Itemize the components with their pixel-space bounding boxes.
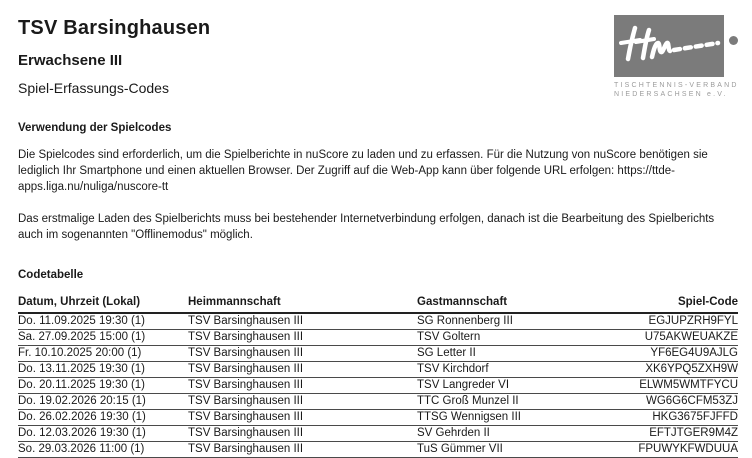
ttvn-logo-caption [614, 81, 738, 99]
spiel-code-cell: EGJUPZRH9FYL [622, 313, 738, 330]
guest-team-cell: TTSG Wennigsen III [417, 410, 622, 426]
home-team-cell: TSV Barsinghausen III [188, 442, 417, 458]
document-type: Spiel-Erfassungs-Codes [18, 80, 169, 96]
spiel-code-cell: ELWM5WMTFYCU [622, 378, 738, 394]
usage-paragraph-2: Das erstmalige Laden des Spielberichts muss bei bestehender Internetverbindung erfolgen, danach ist die Bearbeitung des Spielberichts auch im sogenannten "Offlinemodus" möglich. [18, 213, 715, 241]
match-date-cell: Do. 13.11.2025 19:30 (1) [18, 362, 188, 378]
match-date-cell: Sa. 27.09.2025 15:00 (1) [18, 330, 188, 346]
table-row [18, 442, 738, 458]
table-row [18, 330, 738, 346]
table-row [18, 394, 738, 410]
code-table-header [18, 295, 738, 313]
usage-paragraph-1: Die Spielcodes sind erforderlich, um die Spielberichte in nuScore zu laden und zu erfassen. Für die Nutzung von nuScore benötigen sie lediglich Ihr Smartphone und einen aktuellen Browser. Der Zugriff auf die Web-App kann über folgende URL erfolgen: https://ttde-apps.liga.nu/nuliga/nuscore-tt [18, 149, 708, 193]
guest-team-cell: SG Letter II [417, 346, 622, 362]
ttvn-logo [614, 15, 738, 99]
column-header-guest: Gastmannschaft [417, 295, 622, 313]
match-date-cell: Do. 12.03.2026 19:30 (1) [18, 426, 188, 442]
table-row [18, 313, 738, 330]
guest-team-cell: TSV Langreder VI [417, 378, 622, 394]
ttvn-caption-line2: NIEDERSACHSEN e.V. [614, 91, 728, 98]
match-date-cell: So. 29.03.2026 11:00 (1) [18, 442, 188, 458]
codetable-heading: Codetabelle [18, 269, 84, 281]
spiel-code-cell: WG6G6CFM53ZJ [622, 394, 738, 410]
table-row [18, 426, 738, 442]
ttvn-caption-line1: TISCHTENNIS-VERBAND [614, 82, 739, 89]
home-team-cell: TSV Barsinghausen III [188, 394, 417, 410]
team-subtitle: Erwachsene III [18, 52, 123, 69]
spiel-code-cell: U75AKWEUAKZE [622, 330, 738, 346]
match-date-cell: Do. 20.11.2025 19:30 (1) [18, 378, 188, 394]
column-header-home: Heimmannschaft [188, 295, 417, 313]
match-date-cell: Fr. 10.10.2025 20:00 (1) [18, 346, 188, 362]
guest-team-cell: TTC Groß Munzel II [417, 394, 622, 410]
column-header-date: Datum, Uhrzeit (Lokal) [18, 295, 188, 313]
home-team-cell: TSV Barsinghausen III [188, 330, 417, 346]
match-date-cell: Do. 11.09.2025 19:30 (1) [18, 313, 188, 330]
ttvn-logo-dot-icon [729, 36, 738, 45]
spiel-code-cell: FPUWYKFWDUUA [622, 442, 738, 458]
home-team-cell: TSV Barsinghausen III [188, 313, 417, 330]
spiel-code-cell: XK6YPQ5ZXH9W [622, 362, 738, 378]
spiel-code-cell: EFTJTGER9M4Z [622, 426, 738, 442]
home-team-cell: TSV Barsinghausen III [188, 346, 417, 362]
ttvn-logo-mark [614, 15, 724, 77]
spiel-code-cell: YF6EG4U9AJLG [622, 346, 738, 362]
table-row [18, 378, 738, 394]
home-team-cell: TSV Barsinghausen III [188, 426, 417, 442]
home-team-cell: TSV Barsinghausen III [188, 410, 417, 426]
code-table [18, 295, 738, 458]
table-row [18, 346, 738, 362]
table-row [18, 410, 738, 426]
table-row [18, 362, 738, 378]
usage-heading: Verwendung der Spielcodes [18, 122, 172, 134]
ttvn-script-icon [614, 15, 724, 77]
club-title: TSV Barsinghausen [18, 17, 211, 39]
match-date-cell: Do. 26.02.2026 19:30 (1) [18, 410, 188, 426]
guest-team-cell: SG Ronnenberg III [417, 313, 622, 330]
guest-team-cell: TuS Gümmer VII [417, 442, 622, 458]
guest-team-cell: TSV Goltern [417, 330, 622, 346]
column-header-code: Spiel-Code [622, 295, 738, 313]
header-row [18, 295, 738, 313]
code-table-body [18, 313, 738, 458]
home-team-cell: TSV Barsinghausen III [188, 362, 417, 378]
guest-team-cell: TSV Kirchdorf [417, 362, 622, 378]
match-date-cell: Do. 19.02.2026 20:15 (1) [18, 394, 188, 410]
home-team-cell: TSV Barsinghausen III [188, 378, 417, 394]
guest-team-cell: SV Gehrden II [417, 426, 622, 442]
spiel-code-cell: HKG3675FJFFD [622, 410, 738, 426]
